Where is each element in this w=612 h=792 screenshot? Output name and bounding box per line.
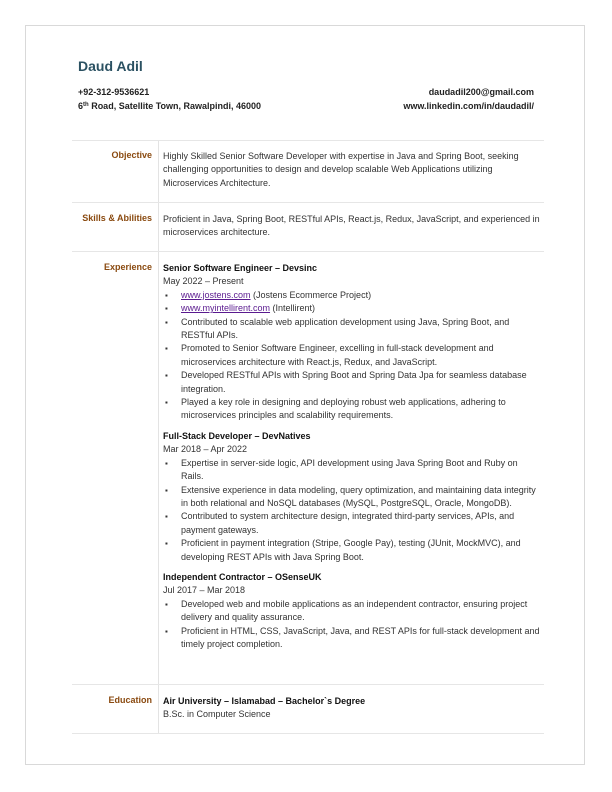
list-item: ▪ www.jostens.com (Jostens Ecommerce Project) xyxy=(163,289,541,302)
objective-label: Objective xyxy=(111,150,152,160)
job-dates: Jul 2017 – Mar 2018 xyxy=(163,585,246,596)
education-title: Air University – Islamabad – Bachelor`s Degree xyxy=(163,696,366,706)
skills-text: Proficient in Java, Spring Boot, RESTful APIs, React.js, Redux, JavaScript, and experienced in microservices architecture. xyxy=(163,214,540,238)
objective-text: Highly Skilled Senior Software Developer with expertise in Java and Spring Boot, seeking challenging opportunities to design and develop scalable Web Applications utilizing Microservices Architecture. xyxy=(163,151,519,188)
list-item: ▪ Extensive experience in data modeling, query optimization, and maintaining data integrity in both relational and NoSQL databases (MySQL, PostgreSQL, Oracle, MongoDB). xyxy=(163,484,541,511)
contact-right xyxy=(403,86,534,113)
list-item: ▪ Developed RESTful APIs with Spring Boot and Spring Data Jpa for seamless database integration. xyxy=(163,369,541,396)
list-item: ▪ Contributed to system architecture design, integrated third-party services, APIs, and payment gateways. xyxy=(163,510,541,537)
skills-label: Skills & Abilities xyxy=(82,213,152,223)
list-item: ▪ Expertise in server-side logic, API development using Java Spring Boot and Ruby on Rails. xyxy=(163,457,541,484)
job-title: Senior Software Engineer – Devsinc xyxy=(163,263,318,273)
experience-section xyxy=(72,262,544,682)
objective-section xyxy=(72,150,544,202)
list-item: ▪ Promoted to Senior Software Engineer, excelling in full-stack development and microservices architecture with React.js, Redux, and JavaScript. xyxy=(163,342,541,369)
divider-objective xyxy=(72,202,544,203)
job-bullets xyxy=(163,289,541,423)
experience-content xyxy=(163,262,541,658)
divider-skills xyxy=(72,251,544,252)
address: 6th Road, Satellite Town, Rawalpindi, 46000 xyxy=(78,100,262,111)
contact-left xyxy=(78,86,261,113)
list-item: ▪ Played a key role in designing and deploying robust web applications, adhering to microservices principles and scalability requirements. xyxy=(163,396,541,423)
job-devsinc xyxy=(163,262,541,423)
job-bullets xyxy=(163,598,541,652)
experience-label: Experience xyxy=(103,262,152,272)
list-item: ▪ Contributed to scalable web application development using Java, Spring Boot, and RESTful APIs. xyxy=(163,316,541,343)
linkedin-url[interactable]: www.linkedin.com/in/daudadil/ xyxy=(403,100,534,111)
intellirent-link[interactable]: www.myintellirent.com xyxy=(181,303,271,314)
candidate-name: Daud Adil xyxy=(78,58,143,74)
list-item: ▪ Proficient in payment integration (Stripe, Google Pay), testing (JUnit, MockMVC), and developing REST APIs with Java Spring Boot. xyxy=(163,537,541,564)
jostens-link[interactable]: www.jostens.com xyxy=(181,289,251,300)
job-devnatives xyxy=(163,430,541,564)
divider-top xyxy=(72,140,544,141)
education-section xyxy=(72,695,544,733)
divider-bottom xyxy=(72,733,544,734)
list-item: ▪ Developed web and mobile applications as an independent contractor, ensuring project delivery and quality assurance. xyxy=(163,598,541,625)
job-dates: Mar 2018 – Apr 2022 xyxy=(163,444,248,455)
list-item: ▪ Proficient in HTML, CSS, JavaScript, Java, and REST APIs for full-stack development and timely project completion. xyxy=(163,625,541,652)
skills-section xyxy=(72,213,544,251)
job-osenseuk xyxy=(163,571,541,651)
job-bullets xyxy=(163,457,541,564)
email-address[interactable]: daudadil200@gmail.com xyxy=(428,87,534,97)
job-title: Full-Stack Developer – DevNatives xyxy=(163,430,311,441)
job-dates: May 2022 – Present xyxy=(163,276,244,287)
phone-number: +92-312-9536621 xyxy=(78,87,150,97)
education-label: Education xyxy=(108,695,152,705)
education-content xyxy=(163,695,541,722)
job-title: Independent Contractor – OSenseUK xyxy=(163,571,322,582)
divider-experience xyxy=(72,684,544,685)
education-degree: B.Sc. in Computer Science xyxy=(163,709,271,720)
list-item: ▪ www.myintellirent.com (Intellirent) xyxy=(163,302,541,315)
